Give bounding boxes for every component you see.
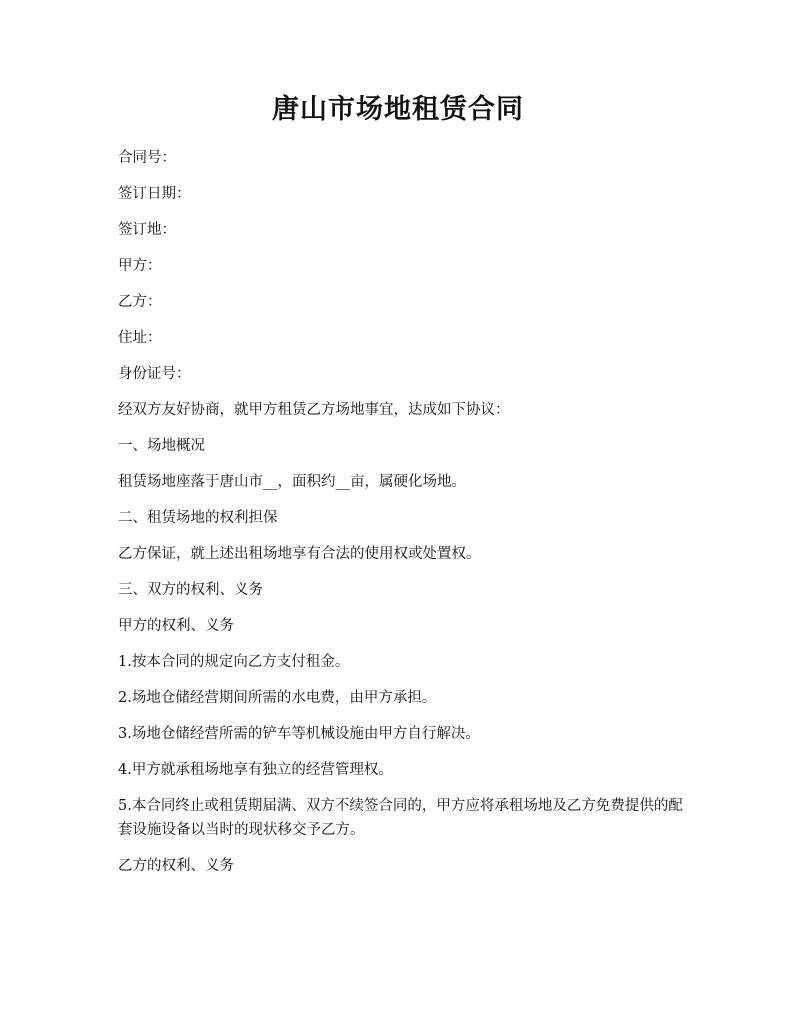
subheading-party-a-rights: 甲方的权利、义务 bbox=[118, 618, 234, 634]
contract-number-field: 合同号： bbox=[118, 150, 176, 166]
id-number-field: 身份证号： bbox=[118, 366, 191, 382]
party-b-field: 乙方： bbox=[118, 294, 162, 310]
clause-item: 5.本合同终止或租赁期届满、双方不续签合同的，甲方应将承租场地及乙方免费提供的配套设施设备以当时的现状移交予乙方。 bbox=[118, 798, 683, 838]
clause-item: 3.场地仓储经营所需的铲车等机械设施由甲方自行解决。 bbox=[118, 726, 480, 742]
party-a-field: 甲方： bbox=[118, 258, 162, 274]
clause-item: 4.甲方就承租场地享有独立的经营管理权。 bbox=[118, 762, 393, 778]
document-body bbox=[118, 146, 684, 890]
document-title: 唐山市场地租赁合同 bbox=[272, 94, 524, 125]
rights-guarantee-paragraph: 乙方保证，就上述出租场地享有合法的使用权或处置权。 bbox=[118, 546, 481, 562]
clause-item: 1.按本合同的规定向乙方支付租金。 bbox=[118, 654, 350, 670]
subheading-party-b-rights: 乙方的权利、义务 bbox=[118, 858, 234, 874]
address-field: 住址： bbox=[118, 330, 162, 346]
section-heading-rights-guarantee: 二、租赁场地的权利担保 bbox=[118, 510, 278, 526]
signing-place-field: 签订地： bbox=[118, 222, 176, 238]
signing-date-field: 签订日期： bbox=[118, 186, 191, 202]
section-heading-site-overview: 一、场地概况 bbox=[118, 438, 205, 454]
section-heading-rights-obligations: 三、双方的权利、义务 bbox=[118, 582, 263, 598]
clause-item: 2.场地仓储经营期间所需的水电费，由甲方承担。 bbox=[118, 690, 437, 706]
preamble-paragraph: 经双方友好协商，就甲方租赁乙方场地事宜，达成如下协议： bbox=[118, 402, 510, 418]
site-overview-paragraph: 租赁场地座落于唐山市__，面积约__亩，属硬化场地。 bbox=[118, 474, 466, 490]
